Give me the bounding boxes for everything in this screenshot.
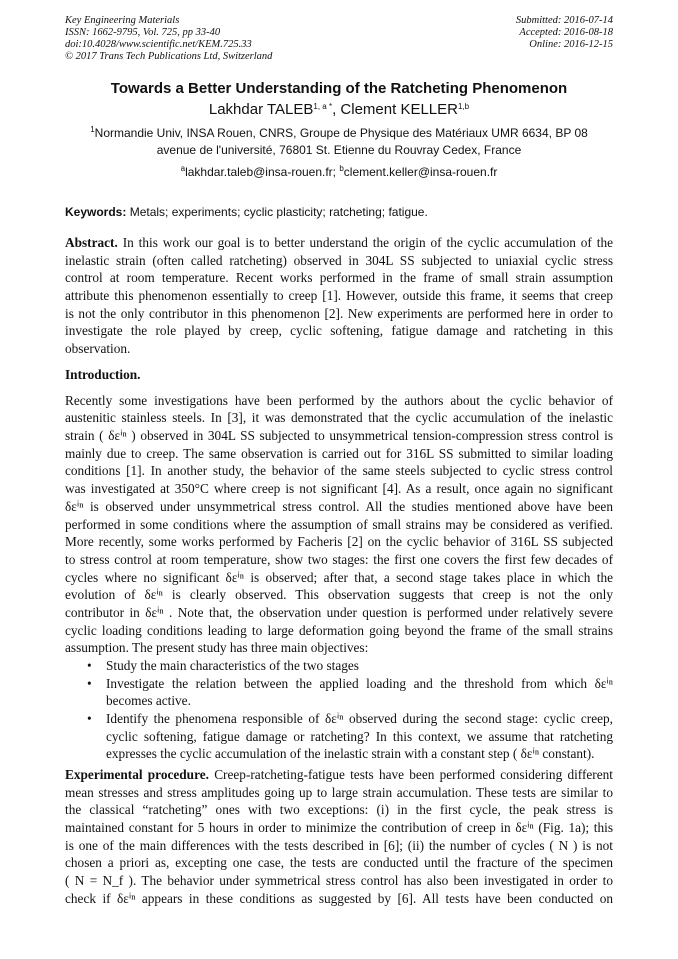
introduction-line: conditions [1]. In another study, the behavior of the same steels subjected to cyclic stress control <box>65 463 613 479</box>
email-a-sup: a <box>180 164 186 173</box>
emails <box>0 165 678 179</box>
bullet-line: Study the main characteristics of the two stages <box>106 658 359 673</box>
abstract-line: investigate the role played by creep, cyclic softening, fatigue damage and ratcheting in this <box>65 323 613 339</box>
experimental-line: check if δεⁱⁿ appears in these conditions as suggested by [6]. All tests have been conducted on <box>65 890 613 906</box>
abstract-line: attribute this phenomenon essentially to creep [1]. However, outside this frame, it seems that creep <box>65 288 613 304</box>
experimental-line: Creep-ratcheting-fatigue tests have been performed considering different <box>208 767 613 782</box>
bullet-line: Investigate the relation between the applied loading and the threshold from which δεⁱⁿ <box>106 675 613 691</box>
introduction-section <box>65 366 613 763</box>
experimental-section <box>65 766 613 908</box>
introduction-line: strain ( δεⁱⁿ ) observed in 304L SS subjected to unsymmetrical tension-compression stress control is <box>65 428 613 444</box>
email-a[interactable]: lakhdar.taleb@insa-rouen.fr; <box>185 165 340 179</box>
introduction-line: cyclic loading conditions leading to large deformation going beyond the frame of the small strains <box>65 622 613 638</box>
introduction-line: was investigated at 350°C where creep is not significant [4]. As a result, once again no significant <box>65 481 613 497</box>
authors <box>0 101 678 118</box>
experimental-heading: Experimental procedure. <box>65 767 209 782</box>
introduction-line: assumption. The present study has three main objectives: <box>65 640 369 656</box>
abstract-line: is not the only contributor in this phenomenon [2]. New experiments are performed here in order to <box>65 305 613 321</box>
introduction-line: to stress control at room temperature, show two stages: the first one covers the first few decades of <box>65 551 613 567</box>
email-b[interactable]: clement.keller@insa-rouen.fr <box>343 165 498 179</box>
issn: ISSN: 1662-9795, Vol. 725, pp 33-40 <box>65 27 221 38</box>
author-2-sup: 1,b <box>457 102 470 111</box>
bullet-item <box>65 710 613 763</box>
introduction-line: More recently, some works performed by Facheris [2] on the cyclic behavior of 316L SS subjected <box>65 534 613 550</box>
abstract-line: control at room temperature. Recent works performed in the frame of small strain assumption <box>65 270 613 286</box>
accepted-date: Accepted: 2016-08-18 <box>519 27 613 38</box>
doi: doi:10.4028/www.scientific.net/KEM.725.33 <box>65 39 252 50</box>
introduction-line: Recently some investigations have been performed by the authors about the cyclic behavior of <box>65 392 613 408</box>
keywords <box>65 205 428 219</box>
author-1-sup: 1, a * <box>313 102 333 111</box>
introduction-line: cycles where no significant δεⁱⁿ is observed; after that, a second stage takes place in which the <box>65 569 613 585</box>
dates-info <box>516 15 613 51</box>
paper-title: Towards a Better Understanding of the Ratcheting Phenomenon <box>110 80 568 97</box>
bullet-item <box>65 675 613 710</box>
affiliation <box>0 125 678 159</box>
bullet-line: becomes active. <box>106 693 191 709</box>
experimental-line: ( N = N_f ). The behavior under symmetrical stress control has also been investigated in order to <box>65 873 613 889</box>
affiliation-line-1: Normandie Univ, INSA Rouen, CNRS, Groupe de Physique des Matériaux UMR 6634, BP 08 <box>94 126 588 140</box>
online-date: Online: 2016-12-15 <box>529 39 613 50</box>
bullet-icon: • <box>87 711 92 727</box>
copyright: © 2017 Trans Tech Publications Ltd, Switzerland <box>65 51 273 62</box>
introduction-line: evolution of δεⁱⁿ is clearly observed. This observation suggests that creep is not the only <box>65 587 613 603</box>
bullet-line: Identify the phenomena responsible of δεⁱⁿ observed during the second stage: cyclic creep, <box>106 711 613 727</box>
experimental-line: maintained constant for 5 hours in order to minimize the contribution of creep in δεⁱⁿ (Fig. 1a); this <box>65 820 613 836</box>
abstract-line: observation. <box>65 341 131 357</box>
experimental-line: the classical “ratcheting” ones with two exceptions: (i) in the first cycle, the peak stress is <box>65 802 613 818</box>
abstract <box>65 234 613 358</box>
bullet-icon: • <box>87 658 92 673</box>
submitted-date: Submitted: 2016-07-14 <box>515 15 613 26</box>
affiliation-line-2: avenue de l'université, 76801 St. Etienne du Rouvray Cedex, France <box>156 143 522 157</box>
introduction-line: austenitic stainless steels. In [3], it was demonstrated that the cyclic accumulation of the inelastic <box>65 410 613 426</box>
bullet-line: expresses the cyclic accumulation of the inelastic strain with a constant step ( δεⁱⁿ constant). <box>106 746 595 762</box>
introduction-line: performed in some conditions where the assumption of small strains may be considered as verified. <box>65 516 613 532</box>
journal-info <box>65 15 272 63</box>
introduction-line: mainly due to creep. The same observation is carried out for 316L SS submitted to similar loading <box>65 445 613 461</box>
author-1: Lakhdar TALEB <box>208 101 314 118</box>
introduction-line: contributor in δεⁱⁿ . Note that, the observation under question is performed under relatively severe <box>65 604 613 620</box>
experimental-line: is one of the main differences with the tests described in [6]; (ii) the number of cycles ( N ) is not <box>65 837 613 853</box>
abstract-line: In this work our goal is to better understand the origin of the cyclic accumulation of the <box>117 235 613 250</box>
keywords-label: Keywords: <box>65 205 127 219</box>
abstract-label: Abstract. <box>65 235 118 250</box>
bullet-icon: • <box>87 675 92 691</box>
bullet-line: cyclic softening, fatigue damage or ratcheting? In this context, we assume that ratcheting <box>106 728 613 744</box>
keywords-text: Metals; experiments; cyclic plasticity; ratcheting; fatigue. <box>126 205 428 219</box>
introduction-heading: Introduction. <box>65 367 141 382</box>
journal-name: Key Engineering Materials <box>65 15 180 26</box>
experimental-line: mean stresses and stress amplitudes going up to large strain accumulation. These tests are similar to <box>65 784 613 800</box>
author-sep: , <box>332 101 341 118</box>
experimental-line: chosen a priori as, excepting one case, the tests are conducted until the fracture of the specimen <box>65 855 613 871</box>
email-b-sup: b <box>339 164 344 173</box>
bullet-item <box>65 657 613 675</box>
affiliation-sup: 1 <box>90 125 95 134</box>
introduction-line: δεⁱⁿ is observed under unsymmetrical stress control. All the studies mentioned above have been <box>65 498 613 514</box>
author-2: Clement KELLER <box>340 101 458 118</box>
abstract-line: inelastic strain (often called ratcheting) observed in 304L SS subjected to uniaxial cyclic stress <box>65 252 613 268</box>
